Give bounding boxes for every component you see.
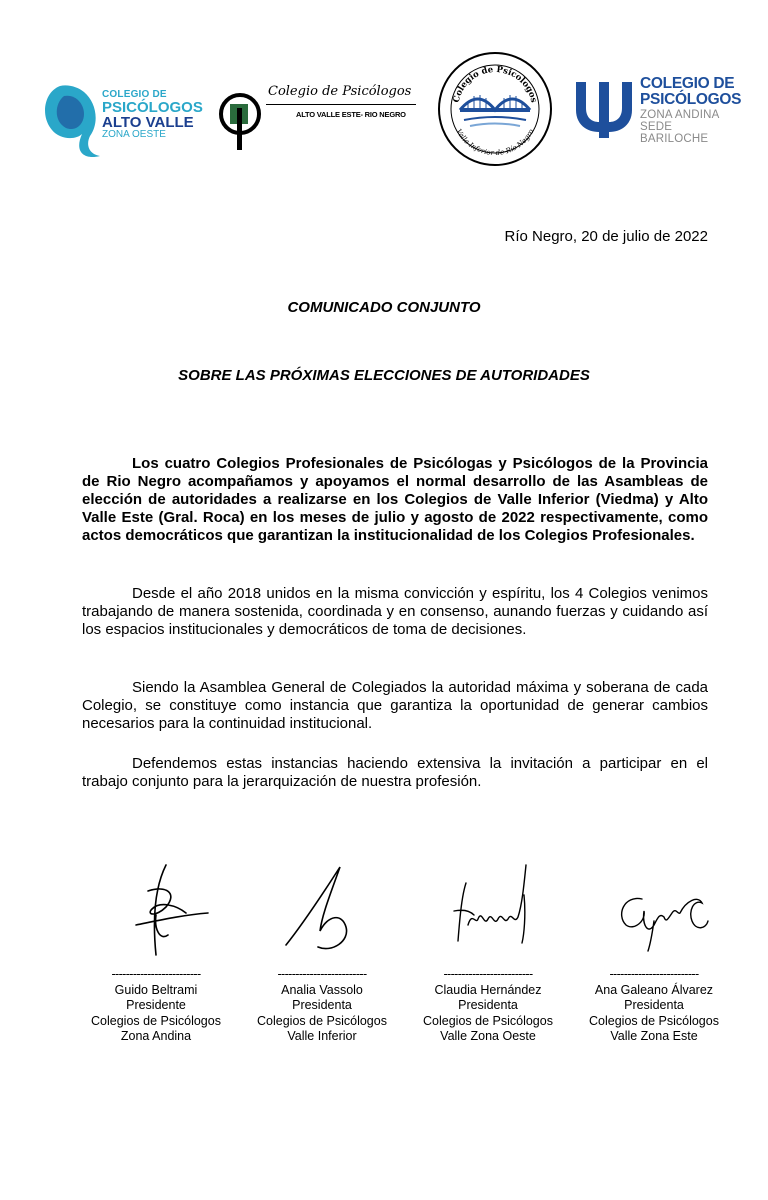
- alto-valle-line-4: ZONA OESTE: [102, 129, 166, 140]
- document-title: COMUNICADO CONJUNTO: [287, 299, 481, 316]
- logo-colegio-valle-inferior: [436, 50, 554, 168]
- signatory-name: Ana Galeano Álvarez: [594, 982, 714, 997]
- signature-line: -------------------------: [277, 967, 367, 981]
- valle-inferior-seal-icon: [436, 50, 554, 168]
- handwritten-signature-icon: [96, 855, 216, 967]
- signatory-name: Analia Vassolo: [281, 982, 363, 997]
- signatory-name: Guido Beltrami: [114, 982, 198, 997]
- svg-text:Colegio de Psicologos: [452, 65, 539, 104]
- handwritten-signature-icon: [428, 855, 548, 967]
- document-subtitle: SOBRE LAS PRÓXIMAS ELECCIONES DE AUTORIDADES: [178, 367, 590, 384]
- signatory-zone: Valle Zona Este: [610, 1029, 698, 1044]
- valle-inferior-top-text: Colegio de Psicologos: [451, 64, 539, 104]
- signatory-role: Presidenta: [458, 998, 518, 1013]
- zona-andina-line-2: PSICÓLOGOS: [640, 91, 742, 109]
- paragraph-1: Los cuatro Colegios Profesionales de Psicólogas y Psicólogos de la Provincia de Rio Negro acompañamos y apoyamos el normal desarrollo de las Asambleas de elección de autoridades a realizarse en los Colegios de Valle Inferior (Viedma) y Alto Valle Este (Gral. Roca) en los meses de julio y agosto de 2022 respectivamente, como actos democráticos que garantizan la institucionalidad de los Colegios Profesionales.: [82, 455, 708, 544]
- signatory-role: Presidenta: [292, 998, 352, 1013]
- signatory-zone: Valle Zona Oeste: [440, 1029, 536, 1044]
- valle-este-rule: [266, 104, 416, 105]
- valle-este-subtitle: ALTO VALLE ESTE- RIO NEGRO: [296, 110, 406, 119]
- handwritten-signature-icon: [262, 855, 382, 967]
- logo-colegio-alto-valle: [38, 82, 210, 160]
- alto-valle-line-3: ALTO VALLE: [102, 114, 194, 131]
- paragraph-2: Desde el año 2018 unidos en la misma convicción y espíritu, los 4 Colegios venimos trabajando de manera sostenida, coordinada y en consenso, aunando fuerzas y cuidando así los espacios institucionales y democráticos de toma de decisiones.: [82, 585, 708, 638]
- signature-line: -------------------------: [111, 967, 201, 981]
- signatory-name: Claudia Hernández: [434, 982, 542, 997]
- valle-inferior-bottom-text: Valle Inferior de Río Negro: [454, 127, 536, 158]
- zona-andina-line-1: COLEGIO DE: [640, 75, 735, 92]
- document-date: Río Negro, 20 de julio de 2022: [504, 228, 708, 245]
- zona-andina-psi-icon: [572, 74, 636, 140]
- signatory-zone: Zona Andina: [120, 1029, 192, 1044]
- paragraph-4: Defendemos estas instancias haciendo extensiva la invitación a participar en el trabajo conjunto para la jerarquización de nuestra profesión.: [82, 755, 708, 790]
- signature-block-galeano: [571, 855, 737, 1045]
- alto-valle-line-1: COLEGIO DE: [102, 89, 167, 100]
- signature-line: -------------------------: [443, 967, 533, 981]
- zona-andina-line-3: ZONA ANDINA: [640, 108, 720, 121]
- signatory-zone: Valle Inferior: [287, 1029, 357, 1044]
- signature-block-vassolo: [239, 855, 405, 1045]
- svg-text:Valle Inferior de Río Negro: [454, 128, 535, 157]
- valle-este-script-title: Colegio de Psicólogos: [268, 84, 412, 99]
- signatory-org: Colegios de Psicólogos: [257, 1013, 387, 1028]
- signatory-role: Presidente: [126, 998, 186, 1013]
- valle-este-logo-icon: [218, 90, 266, 152]
- signature-block-hernandez: [405, 855, 571, 1045]
- signatory-org: Colegios de Psicólogos: [423, 1013, 553, 1028]
- logo-colegio-valle-este: [218, 84, 420, 158]
- signatory-role: Presidenta: [624, 998, 684, 1013]
- zona-andina-line-4: SEDE BARILOCHE: [640, 120, 709, 145]
- signatory-org: Colegios de Psicólogos: [91, 1013, 221, 1028]
- signature-line: -------------------------: [609, 967, 699, 981]
- handwritten-signature-icon: [594, 855, 714, 967]
- signatory-org: Colegios de Psicólogos: [589, 1013, 719, 1028]
- paragraph-3: Siendo la Asamblea General de Colegiados la autoridad máxima y soberana de cada Colegio, se constituye como instancia que garantiza la oportunidad de generar cambios necesarios para la continuidad institucional.: [82, 679, 708, 732]
- logo-colegio-zona-andina: [572, 74, 742, 145]
- alto-valle-logo-icon: [38, 82, 106, 160]
- signature-block-beltrami: [73, 855, 239, 1045]
- alto-valle-line-2: PSICÓLOGOS: [102, 99, 203, 116]
